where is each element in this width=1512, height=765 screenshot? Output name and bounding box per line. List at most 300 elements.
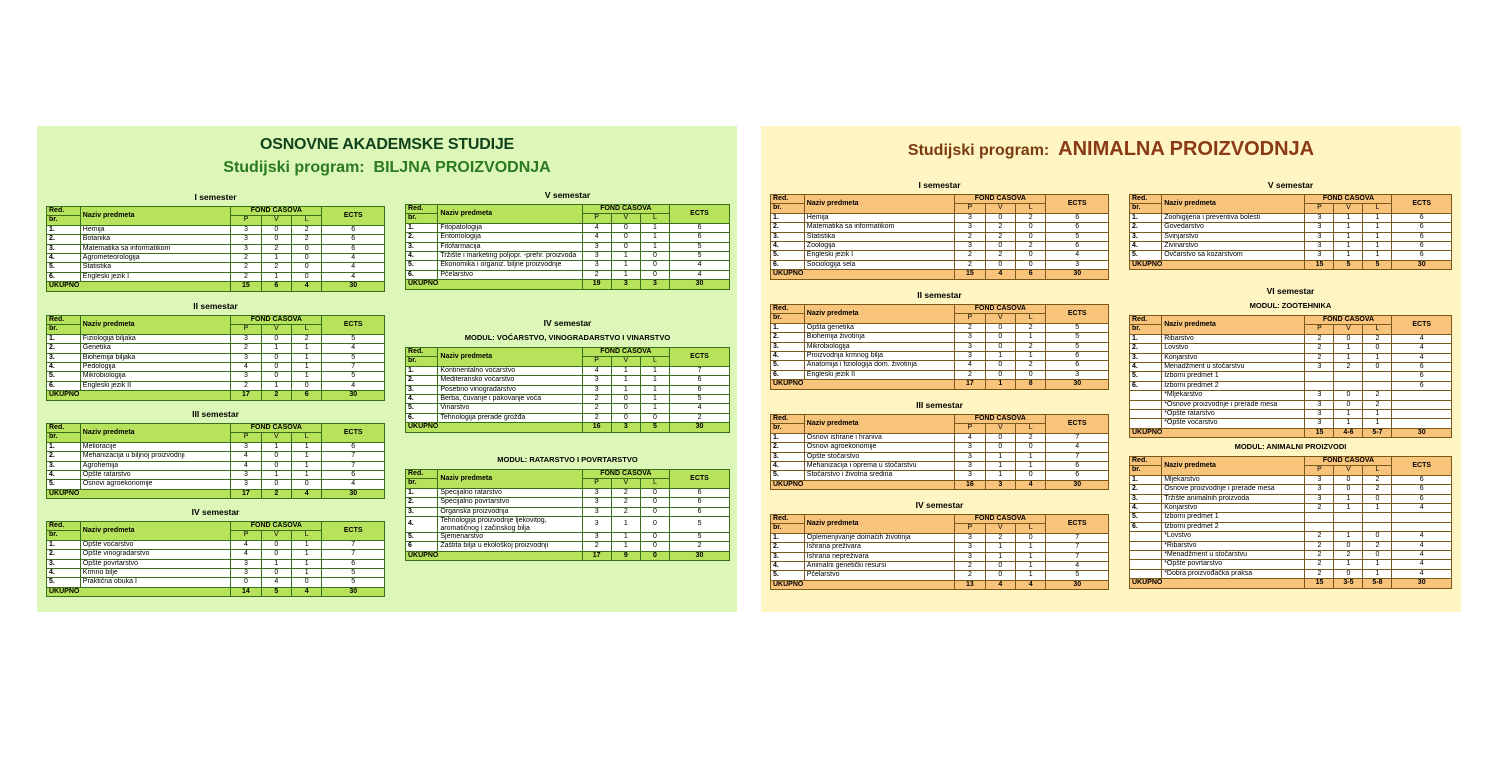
hours-p: 3: [231, 235, 261, 244]
header-naziv: Naziv predmeta: [804, 305, 954, 324]
total-ects: 30: [670, 280, 730, 289]
ects-value: 6: [1046, 352, 1109, 361]
hours-l: 1: [1016, 462, 1046, 471]
header-red: Red.: [406, 348, 438, 357]
table-row: [771, 471, 1109, 480]
header-v: V: [611, 479, 640, 488]
table-row: [406, 261, 730, 270]
hours-v: 1: [1334, 242, 1363, 251]
row-number: 6: [406, 542, 438, 551]
ects-value: 7: [322, 452, 385, 461]
subject-name: Osnovi agroekonomije: [804, 443, 954, 452]
ects-value: 2: [670, 413, 730, 422]
hours-p: 2: [955, 232, 985, 241]
row-number: 3.: [1130, 494, 1162, 503]
subject-name: Mehanizacija u biljnoj proizvodnji: [80, 452, 230, 461]
ects-value: 7: [322, 461, 385, 470]
ects-value: 3: [1046, 370, 1109, 379]
header-br: br.: [1130, 204, 1162, 213]
header-v: V: [261, 325, 291, 334]
row-number: [1130, 541, 1162, 550]
table-row: [47, 480, 385, 489]
table-row: [1130, 560, 1452, 569]
row-number: 1.: [771, 433, 805, 442]
subject-name: Biohemija biljaka: [80, 353, 230, 362]
row-number: 1.: [47, 334, 81, 343]
hours-l: 1: [292, 569, 322, 578]
table-row: [771, 242, 1109, 251]
row-number: 4.: [47, 363, 81, 372]
hours-v: 1: [611, 252, 640, 261]
ects-value: 6: [670, 488, 730, 497]
table-row: [47, 353, 385, 362]
row-number: 2.: [47, 550, 81, 559]
hours-v: 1: [1334, 494, 1363, 503]
subject-name: *Osnove proizvodnje i prerade mesa: [1162, 400, 1305, 409]
hours-v: 1: [1334, 560, 1363, 569]
hours-v: 1: [261, 559, 291, 568]
hours-p: 3: [231, 244, 261, 253]
table-row: [1130, 391, 1452, 400]
hours-v: 1: [985, 543, 1015, 552]
hours-v: 1: [611, 542, 640, 551]
table-row: [771, 232, 1109, 241]
table-row: [406, 404, 730, 413]
hours-p: 2: [1305, 344, 1334, 353]
hours-p: 2: [231, 344, 261, 353]
header-fond: FOND ČASOVA: [582, 348, 669, 357]
semester-5-block: [1129, 180, 1452, 270]
header-br: br.: [771, 524, 805, 533]
row-number: [1130, 560, 1162, 569]
row-number: 2.: [406, 498, 438, 507]
table-row: [1130, 485, 1452, 494]
hours-v: 0: [1334, 334, 1363, 343]
hours-p: 2: [231, 381, 261, 390]
hours-v: 2: [261, 244, 291, 253]
header-p: P: [955, 204, 985, 213]
total-l: 5-8: [1363, 579, 1392, 588]
subject-name: Osnovi agroekonomije: [80, 480, 230, 489]
subject-name: Statistika: [80, 263, 230, 272]
row-number: 1.: [47, 225, 81, 234]
hours-p: 3: [1305, 251, 1334, 260]
header-p: P: [231, 216, 261, 225]
row-number: 6.: [406, 413, 438, 422]
table-row: [406, 242, 730, 251]
total-ects: 30: [322, 489, 385, 498]
row-number: 1.: [406, 223, 438, 232]
total-l: 5: [1363, 260, 1392, 269]
subject-name: Posebno vinogradarstvo: [438, 385, 582, 394]
header-br: br.: [47, 216, 81, 225]
table-row: [1130, 475, 1452, 484]
hours-p: 2: [1305, 353, 1334, 362]
subject-name: Opšte voćarstvo: [80, 540, 230, 549]
header-v: V: [1334, 325, 1363, 334]
hours-l: 2: [1363, 391, 1392, 400]
hours-v: 2: [1334, 363, 1363, 372]
hours-p: 4: [582, 223, 611, 232]
ects-value: [1392, 522, 1452, 531]
total-v: 5: [1334, 260, 1363, 269]
hours-l: 1: [1016, 352, 1046, 361]
hours-l: 1: [1363, 419, 1392, 428]
ects-value: 6: [1392, 381, 1452, 390]
hours-l: 1: [292, 372, 322, 381]
module-vocarstvo-block: [405, 318, 730, 433]
total-ects: 30: [322, 391, 385, 400]
hours-l: [1363, 513, 1392, 522]
hours-v: 1: [261, 381, 291, 390]
hours-l: 1: [292, 559, 322, 568]
row-number: 5.: [47, 578, 81, 587]
row-number: 6.: [771, 370, 805, 379]
total-v: 4: [985, 580, 1015, 589]
header-ects: ECTS: [1046, 305, 1109, 324]
hours-l: 1: [1363, 213, 1392, 222]
animalna-proizvodnja-panel: [761, 126, 1461, 612]
hours-p: 2: [955, 370, 985, 379]
total-row: [406, 423, 730, 432]
ects-value: 5: [670, 252, 730, 261]
header-fond: FOND ČASOVA: [1305, 195, 1392, 204]
ects-value: 5: [670, 517, 730, 533]
hours-l: 0: [640, 533, 669, 542]
ects-value: 4: [1392, 541, 1452, 550]
total-v: 2: [261, 489, 291, 498]
ects-value: 5: [322, 372, 385, 381]
ects-value: [1392, 391, 1452, 400]
row-number: 3.: [1130, 353, 1162, 362]
hours-v: 0: [985, 370, 1015, 379]
subject-name: Specijalno ratarstvo: [438, 488, 582, 497]
hours-p: 4: [231, 540, 261, 549]
hours-p: 2: [582, 542, 611, 551]
table-row: [1130, 569, 1452, 578]
biljna-proizvodnja-panel: [37, 126, 737, 612]
hours-p: 3: [582, 507, 611, 516]
table-row: [406, 385, 730, 394]
subject-name: Engleski jezik I: [80, 272, 230, 281]
row-number: [1130, 419, 1162, 428]
table-row: [1130, 223, 1452, 232]
total-v: 4: [985, 270, 1015, 279]
hours-v: 1: [1334, 410, 1363, 419]
subject-name: *Lovstvo: [1162, 532, 1305, 541]
total-l: 4: [1016, 480, 1046, 489]
module-title: MODUL: RATARSTVO I POVRTARSTVO: [497, 455, 638, 464]
total-v: 6: [261, 282, 291, 291]
semester-title: IV semestar: [543, 318, 592, 328]
row-number: 3.: [771, 232, 805, 241]
row-number: 1.: [771, 213, 805, 222]
total-row: [1130, 428, 1452, 437]
hours-l: 0: [640, 261, 669, 270]
header-p: P: [582, 357, 611, 366]
ects-value: 6: [322, 244, 385, 253]
header-row: [1130, 457, 1452, 466]
ects-value: 3: [1046, 260, 1109, 269]
row-number: 5.: [47, 263, 81, 272]
table-row: [406, 488, 730, 497]
table-row: [47, 272, 385, 281]
hours-p: 3: [231, 225, 261, 234]
hours-v: 1: [1334, 419, 1363, 428]
total-row: [406, 280, 730, 289]
ects-value: 6: [1046, 213, 1109, 222]
ects-value: 5: [670, 533, 730, 542]
total-label: UKUPNO: [771, 380, 955, 389]
hours-v: 0: [611, 242, 640, 251]
hours-p: 3: [231, 480, 261, 489]
ects-value: 5: [1046, 323, 1109, 332]
ects-value: 4: [1046, 562, 1109, 571]
subject-name: Statistika: [804, 232, 954, 241]
header-row: [771, 305, 1109, 314]
subject-name: *Dobra proizvođačka praksa: [1162, 569, 1305, 578]
row-number: 6.: [1130, 381, 1162, 390]
ects-value: 7: [322, 363, 385, 372]
subject-name: Fiziologija biljaka: [80, 334, 230, 343]
curriculum-table: [770, 514, 1109, 590]
header-red: Red.: [406, 470, 438, 479]
hours-v: 0: [261, 461, 291, 470]
subject-name: Engleski jezik I: [804, 251, 954, 260]
ects-value: 4: [670, 261, 730, 270]
ects-value: 4: [322, 344, 385, 353]
subject-name: Opšte vinogradarstvo: [80, 550, 230, 559]
hours-l: 0: [292, 254, 322, 263]
ects-value: 6: [322, 471, 385, 480]
hours-l: [1363, 522, 1392, 531]
header-l: L: [640, 214, 669, 223]
header-p: P: [1305, 466, 1334, 475]
header-row: [47, 522, 385, 531]
hours-l: 1: [1016, 452, 1046, 461]
hours-l: 2: [1363, 334, 1392, 343]
hours-p: 2: [955, 323, 985, 332]
hours-p: 2: [582, 270, 611, 279]
table-row: [1130, 419, 1452, 428]
program-name: BILJNA PROIZVODNJA: [373, 159, 551, 176]
hours-v: 1: [985, 352, 1015, 361]
ects-value: 6: [1392, 475, 1452, 484]
module-title: MODUL: ANIMALNI PROIZVODI: [1234, 442, 1347, 451]
table-row: [1130, 551, 1452, 560]
total-p: 15: [1305, 260, 1334, 269]
row-number: 5.: [771, 471, 805, 480]
header-row: [1130, 316, 1452, 325]
total-ects: 30: [322, 587, 385, 596]
subject-name: Govedarstvo: [1162, 223, 1305, 232]
row-number: 4.: [1130, 363, 1162, 372]
ects-value: 6: [1046, 471, 1109, 480]
header-p: P: [955, 524, 985, 533]
ects-value: 7: [322, 540, 385, 549]
table-row: [1130, 372, 1452, 381]
hours-l: 1: [640, 385, 669, 394]
module-ratarstvo-block: [405, 454, 730, 561]
subject-name: Mehanizacija i oprema u stočarstvu: [804, 462, 954, 471]
hours-l: 2: [1016, 323, 1046, 332]
table-row: [406, 413, 730, 422]
subject-name: Mediteransko voćarstvo: [438, 376, 582, 385]
subject-name: Melioracije: [80, 442, 230, 451]
row-number: 2.: [406, 233, 438, 242]
row-number: 3.: [1130, 232, 1162, 241]
hours-v: 1: [611, 376, 640, 385]
hours-v: 0: [985, 242, 1015, 251]
row-number: 2.: [771, 333, 805, 342]
hours-p: [1305, 513, 1334, 522]
hours-v: 1: [611, 385, 640, 394]
row-number: 5.: [406, 533, 438, 542]
program-heading: [761, 138, 1461, 161]
ects-value: 6: [1046, 223, 1109, 232]
total-l: 6: [1016, 270, 1046, 279]
hours-v: 0: [261, 480, 291, 489]
table-row: [771, 552, 1109, 561]
table-row: [47, 452, 385, 461]
header-red: Red.: [47, 207, 81, 216]
hours-l: 1: [292, 353, 322, 362]
header-red: Red.: [771, 195, 805, 204]
header-red: Red.: [1130, 457, 1162, 466]
hours-p: 3: [582, 517, 611, 533]
table-row: [1130, 522, 1452, 531]
hours-v: 1: [985, 462, 1015, 471]
total-row: [47, 391, 385, 400]
header-p: P: [1305, 204, 1334, 213]
hours-v: 0: [1334, 569, 1363, 578]
hours-v: 0: [1334, 391, 1363, 400]
header-v: V: [985, 424, 1015, 433]
ects-value: 6: [1392, 242, 1452, 251]
curriculum-table: [46, 206, 385, 292]
header-ects: ECTS: [1046, 515, 1109, 534]
hours-v: 1: [611, 261, 640, 270]
hours-v: 1: [1334, 213, 1363, 222]
ects-value: 7: [1046, 433, 1109, 442]
hours-l: 1: [292, 344, 322, 353]
subject-name: Pčelarstvo: [438, 270, 582, 279]
ects-value: 4: [1392, 504, 1452, 513]
hours-v: 1: [261, 272, 291, 281]
row-number: 2.: [771, 543, 805, 552]
total-row: [47, 489, 385, 498]
hours-v: 1: [1334, 344, 1363, 353]
hours-p: 3: [582, 533, 611, 542]
semester-2-block: [46, 301, 385, 401]
hours-v: 0: [611, 404, 640, 413]
hours-v: 0: [985, 562, 1015, 571]
hours-p: 0: [231, 578, 261, 587]
hours-v: 0: [985, 433, 1015, 442]
hours-v: [1334, 513, 1363, 522]
curriculum-table: [405, 204, 730, 290]
total-ects: 30: [1046, 270, 1109, 279]
row-number: 6.: [47, 381, 81, 390]
row-number: 2.: [771, 223, 805, 232]
table-row: [406, 517, 730, 533]
header-fond: FOND ČASOVA: [955, 415, 1046, 424]
row-number: 5.: [771, 251, 805, 260]
ects-value: 4: [1392, 560, 1452, 569]
hours-l: 0: [292, 480, 322, 489]
hours-p: 3: [1305, 410, 1334, 419]
semester-4-block: [46, 507, 385, 597]
hours-l: 1: [1016, 543, 1046, 552]
row-number: 4.: [406, 252, 438, 261]
row-number: 3.: [47, 559, 81, 568]
table-row: [771, 543, 1109, 552]
hours-v: 1: [1334, 353, 1363, 362]
hours-l: 0: [292, 578, 322, 587]
total-l: 6: [292, 391, 322, 400]
ects-value: 4: [670, 270, 730, 279]
header-br: br.: [47, 531, 81, 540]
subject-name: Proizvodnja krmnog bilja: [804, 352, 954, 361]
ects-value: 4: [1392, 532, 1452, 541]
header-red: Red.: [771, 305, 805, 314]
hours-v: 0: [261, 334, 291, 343]
subject-name: Sociologija sela: [804, 260, 954, 269]
ects-value: 4: [322, 480, 385, 489]
hours-v: 0: [261, 235, 291, 244]
ects-value: 5: [1046, 571, 1109, 580]
header-v: V: [985, 314, 1015, 323]
row-number: [1130, 391, 1162, 400]
table-row: [47, 442, 385, 451]
header-v: V: [261, 531, 291, 540]
total-p: 14: [231, 587, 261, 596]
semester-title: II semestar: [193, 301, 238, 311]
subject-name: Ovčarstvo sa kozarstvom: [1162, 251, 1305, 260]
hours-v: 1: [261, 471, 291, 480]
ects-value: 4: [1392, 344, 1452, 353]
hours-l: 1: [640, 223, 669, 232]
header-fond: FOND ČASOVA: [231, 522, 322, 531]
table-row: [1130, 541, 1452, 550]
hours-v: 0: [1334, 541, 1363, 550]
hours-v: 0: [985, 571, 1015, 580]
total-label: UKUPNO: [771, 580, 955, 589]
hours-p: 3: [231, 569, 261, 578]
row-number: 1.: [771, 323, 805, 332]
table-row: [771, 370, 1109, 379]
table-row: [771, 462, 1109, 471]
header-l: L: [1363, 466, 1392, 475]
subject-name: Hemija: [804, 213, 954, 222]
hours-p: 3: [582, 261, 611, 270]
ects-value: 4: [1392, 334, 1452, 343]
row-number: 4.: [771, 462, 805, 471]
hours-l: 2: [1016, 433, 1046, 442]
subject-name: Mikrobiologija: [804, 342, 954, 351]
ects-value: 5: [1046, 232, 1109, 241]
ects-value: 4: [322, 272, 385, 281]
curriculum-table: [1129, 194, 1452, 270]
header-l: L: [1016, 424, 1046, 433]
program-name: ANIMALNA PROIZVODNJA: [1058, 138, 1315, 160]
total-ects: 30: [1392, 260, 1452, 269]
ects-value: 6: [670, 507, 730, 516]
subject-name: Matematika sa informatikom: [804, 223, 954, 232]
total-label: UKUPNO: [47, 489, 231, 498]
ects-value: 5: [322, 569, 385, 578]
ects-value: 6: [322, 559, 385, 568]
